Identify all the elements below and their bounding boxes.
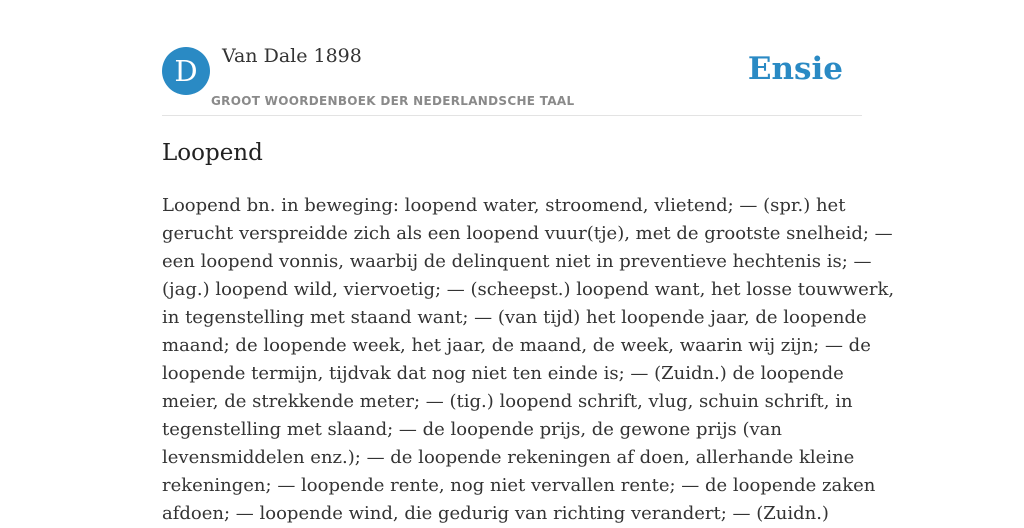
entry-line: (jag.) loopend wild, viervoetig; — (scheepst.) loopend want, het losse touwwerk, <box>162 279 895 300</box>
entry-line: loopende termijn, tijdvak dat nog niet ten einde is; — (Zuidn.) de loopende <box>162 363 844 384</box>
entry-line: tegenstelling met slaand; — de loopende prijs, de gewone prijs (van <box>162 419 782 440</box>
source-subtitle: GROOT WOORDENBOEK DER NEDERLANDSCHE TAAL <box>211 94 575 108</box>
brand-logo[interactable]: Ensie <box>747 51 843 87</box>
source-logo-icon[interactable]: D <box>162 47 210 95</box>
entry-line: rekeningen; — loopende rente, nog niet vervallen rente; — de loopende zaken <box>162 475 876 496</box>
entry-line: in tegenstelling met staand want; — (van tijd) het loopende jaar, de loopende <box>162 307 867 328</box>
entry-line: Loopend bn. in beweging: loopend water, stroomend, vlietend; — (spr.) het <box>162 195 846 216</box>
entry-title: Loopend <box>162 140 263 166</box>
entry-body <box>162 192 895 528</box>
source-title[interactable]: Van Dale 1898 <box>222 45 362 67</box>
header-divider <box>162 115 862 116</box>
entry-line: afdoen; — loopende wind, die gedurig van richting verandert; — (Zuidn.) <box>162 503 829 524</box>
entry-line: maand; de loopende week, het jaar, de maand, de week, waarin wij zijn; — de <box>162 335 871 356</box>
entry-line: gerucht verspreidde zich als een loopend vuur(tje), met de grootste snelheid; — <box>162 223 893 244</box>
entry-line: meier, de strekkende meter; — (tig.) loopend schrift, vlug, schuin schrift, in <box>162 391 853 412</box>
entry-line: levensmiddelen enz.); — de loopende rekeningen af doen, allerhande kleine <box>162 447 855 468</box>
entry-line: een loopend vonnis, waarbij de delinquent niet in preventieve hechtenis is; — <box>162 251 872 272</box>
